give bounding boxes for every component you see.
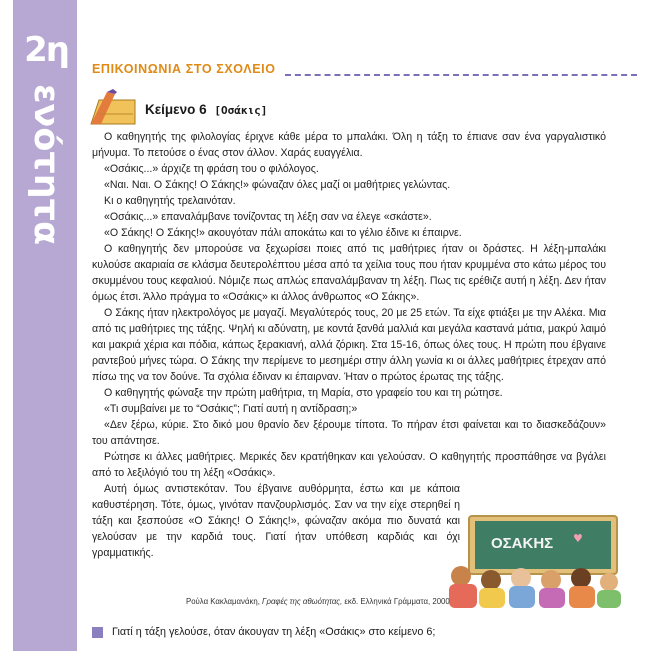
- citation-author: Ρούλα Κακλαμανάκη,: [186, 597, 260, 606]
- chapter-word-container: [22, 84, 78, 246]
- story-body: [92, 129, 606, 561]
- text-title: [145, 102, 267, 117]
- classroom-illustration: [447, 510, 623, 610]
- section-title: ΕΠΙΚΟΙΝΩΝΙΑ ΣΤΟ ΣΧΟΛΕΙΟ: [92, 62, 276, 76]
- citation: [186, 597, 450, 606]
- chapter-number: 2η: [24, 30, 68, 70]
- board-text: ΟΣΑΚΗΣ: [491, 535, 554, 552]
- paragraph-11: «Δεν ξέρω, κύριε. Στο δικό μου θρανίο δεν ξέρουμε τίποτα. Το πήραν έτσι φαίνεται και το διασκεδάζουν» του απάντησε.: [92, 419, 606, 447]
- citation-work: Γραφές της αθωότητας,: [262, 597, 343, 606]
- chapter-word: ενότητα: [26, 84, 66, 246]
- text-subtitle: [Οσάκις]: [214, 104, 268, 117]
- paragraph-5: «Οσάκις...» επαναλάμβανε τονίζοντας τη λέξη σαν να έλεγε «σκάστε».: [104, 211, 432, 223]
- board-heart: ♥: [573, 532, 583, 545]
- question-bullet-icon: [92, 627, 103, 638]
- paragraph-8: Ο Σάκης ήταν ηλεκτρολόγος με μαγαζί. Μεγαλύτερός τους, 20 με 25 ετών. Τα είχε φτιάξει με την Αλέκα. Μια από τις μαθήτριες της τάξης. Ψηλή κι αδύνατη, με κοντά ξανθά μαλλιά και μεγάλα καστανά μάτια, μακρύ λαιμό και μακριά χέρια και πόδια, κάπως ξερακιανή, αλλά ζόρικη. Στα 15-16, όπως όλες τους. Η πρώτη που έβγαινε ραντεβού μήνες τώρα. Ο Σάκης την περίμενε το μεσημέρι στην άλλη γωνία κι οι άλλες μαθήτριες έτρεχαν από πίσω της να τον δούνε. Τα σχόλια έδιναν κι έπαιρναν. Ήταν ο πρώτος έρωτας της τάξης.: [92, 307, 606, 383]
- text-title-main: Κείμενο 6: [145, 102, 207, 117]
- paragraph-13: Αυτή όμως αντιστεκόταν. Του έβγαινε αυθόρμητα, έστω και με κάποια καθυστέρηση. Τότε, όμως, γινόταν πανζουρλισμός. Σαν να την είχε στερηθεί η τάξη και ξεσπούσε «Ο Σάκης! Ο Σάκης!», φώναζαν ακόμα πιο δυνατά και γελούσαν με την καρδιά τους. Γιατί ήταν υπόθεση καρδιάς και όχι γραμματικής.: [92, 483, 460, 559]
- paragraph-6: «Ο Σάκης! Ο Σάκης!» ακουγόταν πάλι αποκάτω και το γέλιο έδινε κι έπαιρνε.: [104, 227, 462, 239]
- paragraph-4: Κι ο καθηγητής τρελαινόταν.: [104, 195, 236, 207]
- question-text: Γιατί η τάξη γελούσε, όταν άκουγαν τη λέξη «Οσάκις» στο κείμενο 6;: [112, 626, 436, 638]
- paragraph-9: Ο καθηγητής φώναξε την πρώτη μαθήτρια, τη Μαρία, στο γραφείο του και τη ρώτησε.: [104, 387, 503, 399]
- paragraph-7: Ο καθηγητής δεν μπορούσε να ξεχωρίσει ποιες από τις μαθήτριες ήταν οι δράστες. Η λέξη-μπαλάκι κυλούσε ακαριαία σε κλάσμα δευτερολέπτου μέσα από τα χείλια τους που ήταν κρυμμένα στο κάτω μέρος του σκυμμένου τους κεφαλιού. Νόμιζε πως απλώς επαναλάμβαναν τη λέξη. Πως τις ερέθιζε αυτή η λέξη. Δεν ήταν όμως έτσι. Άλλο πράγμα το «Οσάκις» κι άλλος άνθρωπος «Ο Σάκης».: [92, 243, 606, 303]
- paragraph-10: «Τι συμβαίνει με το “Οσάκις”; Γιατί αυτή η αντίδραση;»: [104, 403, 358, 415]
- dashed-rule: [285, 74, 637, 76]
- citation-publisher: εκδ. Ελληνικά Γράμματα, 2000: [344, 597, 450, 606]
- pencil-icon: [89, 88, 139, 128]
- paragraph-1: Ο καθηγητής της φιλολογίας έριχνε κάθε μέρα το μπαλάκι. Όλη η τάξη το έπιανε σαν ένα γαργαλιστικό μήνυμα. Το πετούσε ο ένας στον άλλον. Χαράς ευαγγέλια.: [92, 131, 606, 159]
- paragraph-3: «Ναι. Ναι. Ο Σάκης! Ο Σάκης!» φώναζαν όλες μαζί οι μαθήτριες γελώντας.: [104, 179, 451, 191]
- paragraph-12: Ρώτησε κι άλλες μαθήτριες. Μερικές δεν κρατήθηκαν και γελούσαν. Ο καθηγητής προσπάθησε να βγάλει από το λεξιλόγιό του τη λέξη «Οσάκις».: [92, 451, 606, 479]
- paragraph-2: «Οσάκις...» άρχιζε τη φράση του ο φιλόλογος.: [104, 163, 319, 175]
